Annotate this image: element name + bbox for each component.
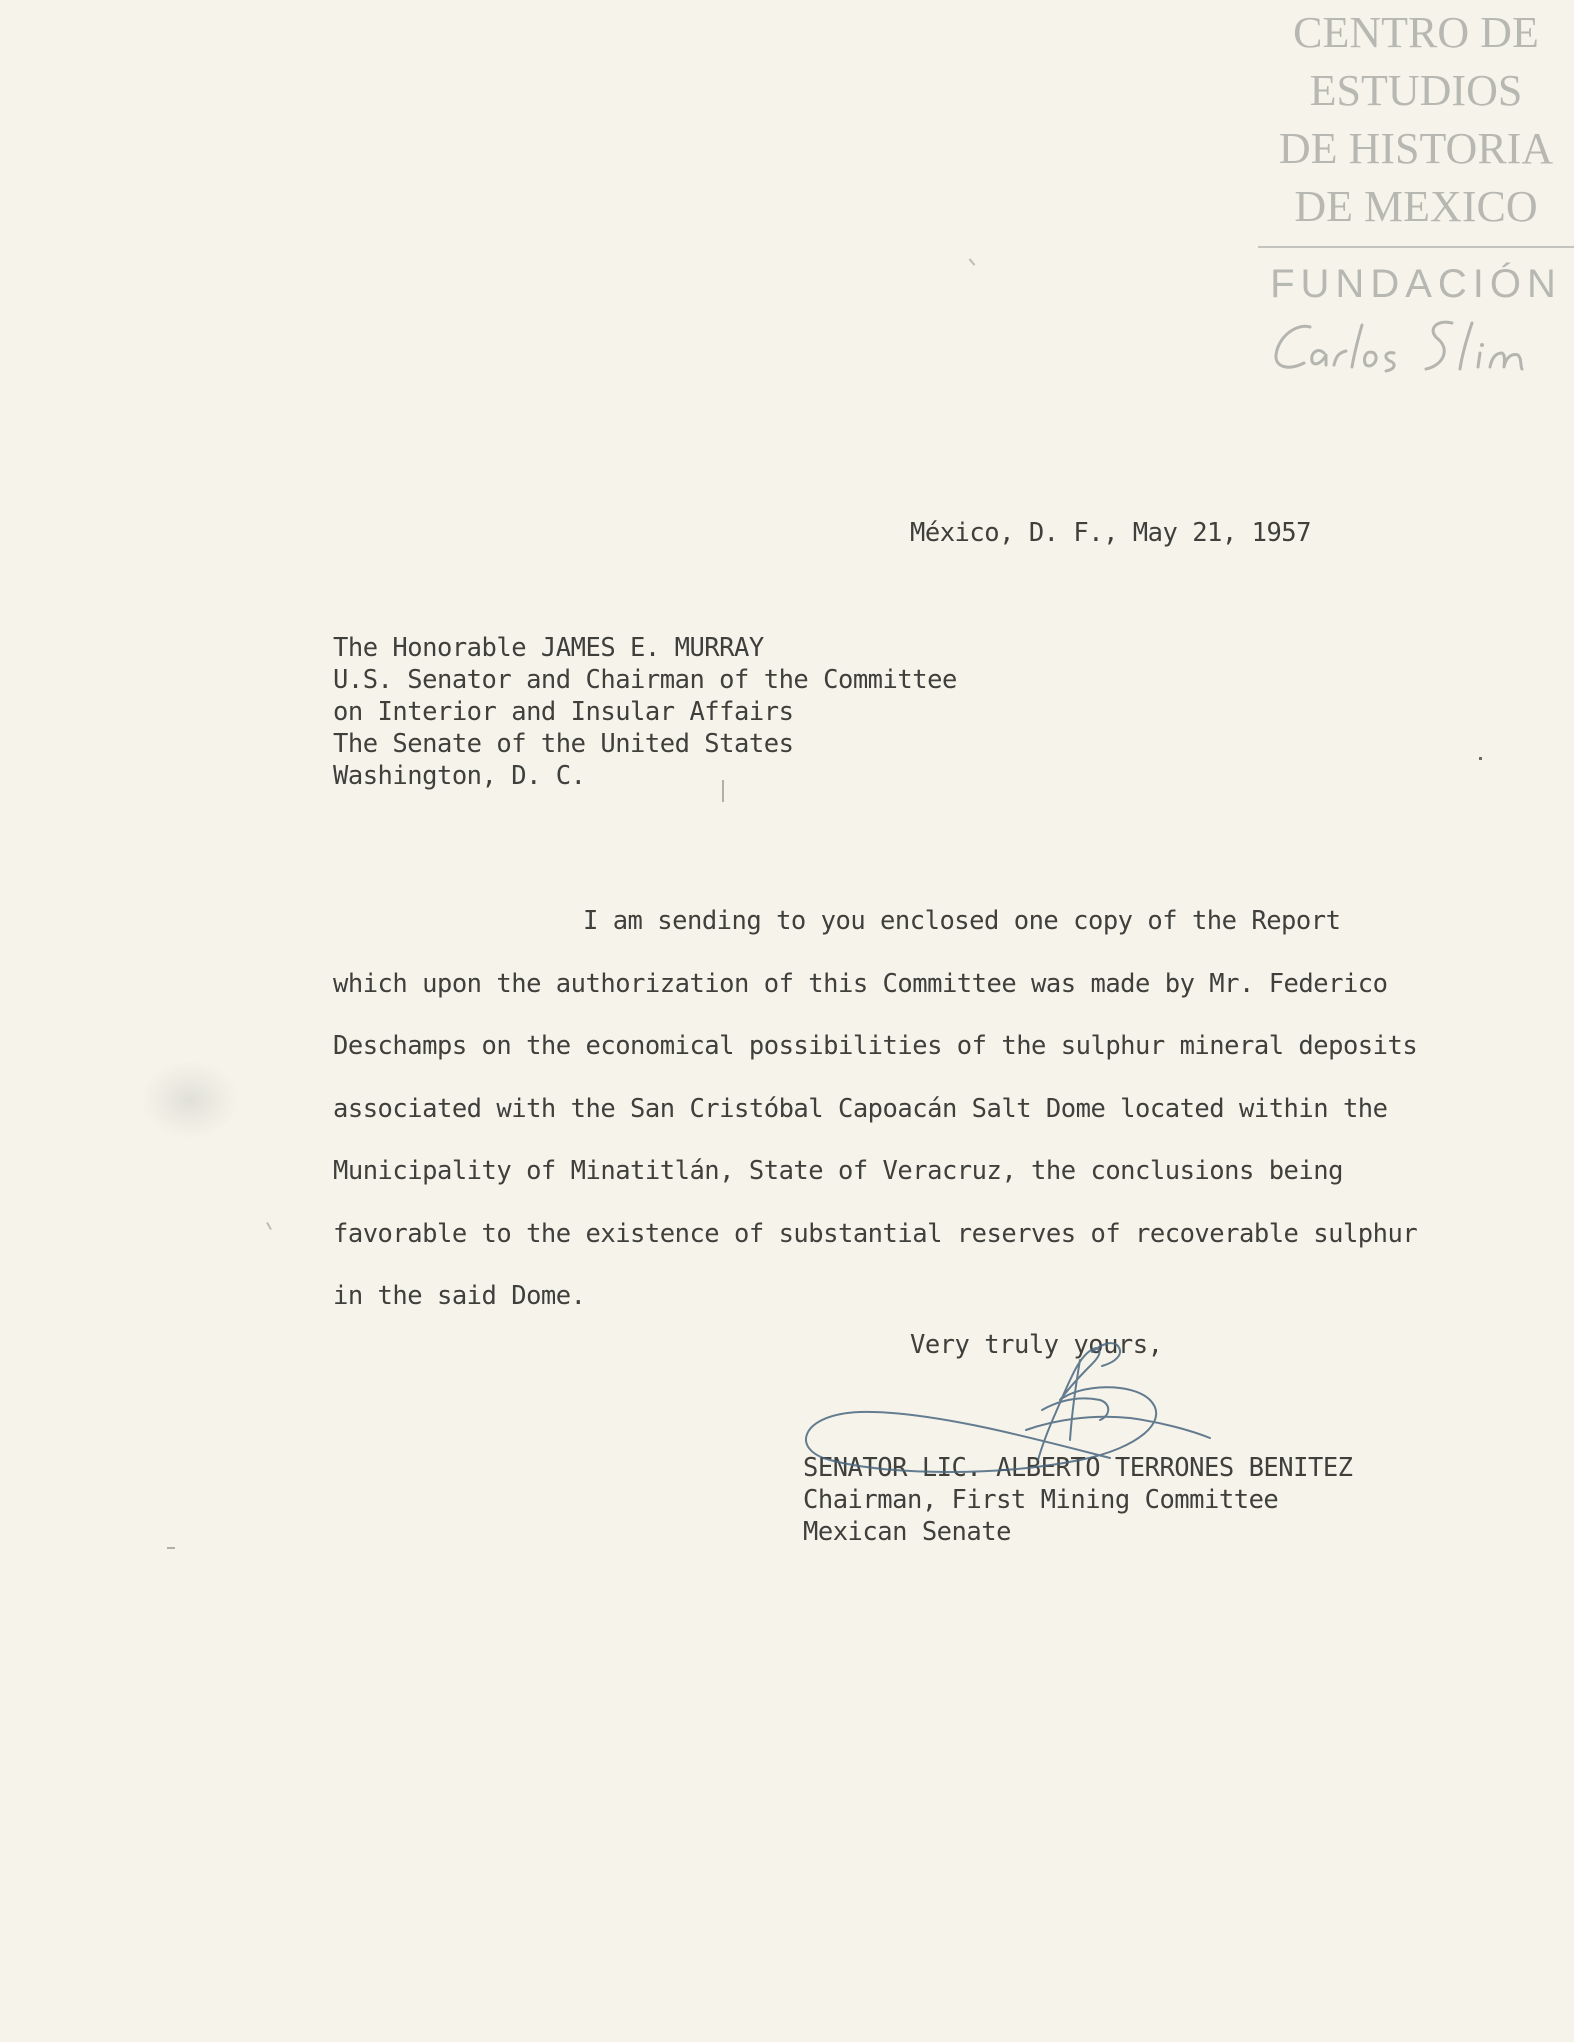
address-line-1: The Honorable JAMES E. MURRAY — [333, 633, 764, 663]
letter-body — [333, 890, 1417, 1328]
signatory-title: Chairman, First Mining Committee — [803, 1485, 1279, 1515]
watermark-divider — [1258, 246, 1574, 248]
ink-speck — [969, 258, 976, 265]
watermark-line-3: DE HISTORIA — [1278, 124, 1554, 173]
body-line-2: which upon the authorization of this Committee was made by Mr. Federico — [333, 968, 1388, 999]
ink-speck — [722, 780, 724, 802]
address-line-4: The Senate of the United States — [333, 729, 794, 759]
address-line-5: Washington, D. C. — [333, 761, 586, 791]
watermark-foundation: FUNDACIÓN — [1270, 262, 1562, 306]
body-line-1: I am sending to you enclosed one copy of the Report — [583, 906, 1341, 936]
ink-speck — [1479, 757, 1482, 760]
body-line-5: Municipality of Minatitlán, State of Veracruz, the conclusions being — [333, 1156, 1343, 1186]
ink-speck — [167, 1547, 175, 1549]
watermark-signature-logo — [1266, 313, 1574, 387]
carlos-slim-signature-icon — [1266, 313, 1566, 383]
body-line-7: in the said Dome. — [333, 1281, 586, 1311]
letter-date: México, D. F., May 21, 1957 — [910, 518, 1312, 548]
paper-smudge — [140, 1060, 240, 1140]
address-line-2: U.S. Senator and Chairman of the Committee — [333, 665, 957, 695]
signatory-name: SENATOR LIC. ALBERTO TERRONES BENITEZ — [803, 1453, 1353, 1483]
handwritten-signature — [780, 1300, 1260, 1504]
recipient-address — [333, 632, 957, 792]
body-line-3: Deschamps on the economical possibilities of the sulphur mineral deposits — [333, 1031, 1418, 1061]
body-line-6: favorable to the existence of substantial reserves of recoverable sulphur — [333, 1218, 1418, 1249]
archive-watermark — [1258, 4, 1574, 387]
body-line-4: associated with the San Cristóbal Capoacán Salt Dome located within the — [333, 1093, 1388, 1124]
watermark-line-4: DE MEXICO — [1294, 182, 1538, 231]
ink-speck — [266, 1222, 272, 1230]
watermark-line-1: CENTRO DE — [1293, 8, 1539, 57]
watermark-line-2: ESTUDIOS — [1309, 66, 1523, 115]
handwritten-signature-icon — [780, 1300, 1260, 1500]
address-line-3: on Interior and Insular Affairs — [333, 697, 794, 727]
letter-closing: Very truly yours, — [910, 1330, 1163, 1360]
signatory-institution: Mexican Senate — [803, 1517, 1011, 1547]
